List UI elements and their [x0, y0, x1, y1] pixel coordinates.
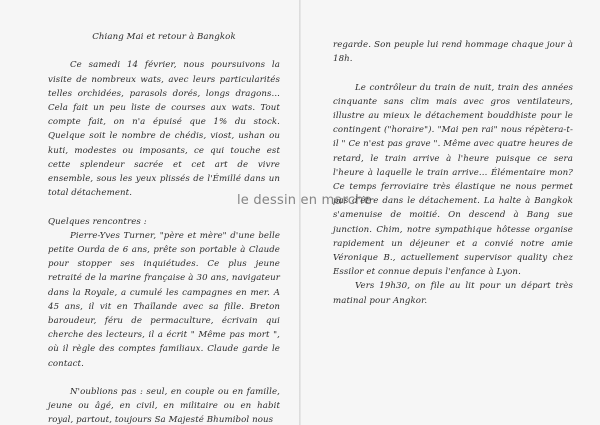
- watermark: le dessin en marche: [237, 193, 372, 208]
- paragraph-heading: Quelques rencontres :: [48, 216, 147, 227]
- spacer: [333, 66, 573, 80]
- chapter-title: Chiang Mai et retour à Bangkok: [92, 32, 236, 42]
- left-page: [0, 0, 299, 425]
- spacer: [48, 44, 280, 58]
- paragraph: regarde. Son peuple lui rend hommage chaque jour à 18h.: [333, 40, 573, 65]
- paragraph: Le contrôleur du train de nuit, train des années cinquante sans clim mais avec gros ventilateurs, illustre au mieux le détachement bouddhiste pour le contingent ("horaire"). "Mai pen rai" nous répètera-t-il " Ce n'est pas grave ". Même avec quatre heures de retard, le train arrive à l'heure puisque ce sera l'heure à laquelle le train arrive... Élémentaire mon? Ce temps ferroviaire très élastique ne nous permet pas d'être dans le détachement. La halte à Bangkok s'amenuise de moitié. On descend à Bang sue junction. Chim, notre sympathique hôtesse organise rapidement un déjeuner et a convié notre amie Véronique B., actuellement supervisor quality chez Essilor et connue depuis l'enfance à Lyon.: [333, 82, 573, 278]
- paragraph: N'oublions pas : seul, en couple ou en famille, jeune ou âgé, en civil, en militaire ou en habit royal, partout, toujours Sa Majesté Bhumibol nous: [48, 387, 280, 425]
- paragraph: Ce samedi 14 février, nous poursuivons la visite de nombreux wats, avec leurs particularités telles orchidées, parasols dorés, longs dragons... Cela fait un peu liste de courses aux wats. Tout compte fait, on n'a épuisé que 1% du stock. Quelque soit le nombre de chédis, viost, ushan ou kuti, modestes ou imposants, ce qui touche est cette splendeur sacrée et cet art de vivre ensemble, sous les yeux plissés de l'Émillé dans un total détachement.: [48, 60, 280, 199]
- right-page-text: [333, 38, 573, 308]
- paragraph: Vers 19h30, on file au lit pour un départ très matinal pour Angkor.: [333, 281, 573, 306]
- right-page: [301, 0, 600, 425]
- left-page-text: [48, 30, 280, 425]
- spacer: [48, 371, 280, 385]
- paragraph: Pierre-Yves Turner, "père et mère" d'une belle petite Ourda de 6 ans, prête son portable à Claude pour stopper ses inquiétudes. Ce plus jeune retraité de la marine française à 30 ans, navigateur dans la Royale, a cumulé les campagnes en mer. A 45 ans, il vit en Thaïlande avec sa fille. Breton baroudeur, féru de permaculture, écrivain qui cherche des lecteurs, il a écrit " Même pas mort ", où il règle des comptes familiaux. Claude garde le contact.: [48, 230, 280, 369]
